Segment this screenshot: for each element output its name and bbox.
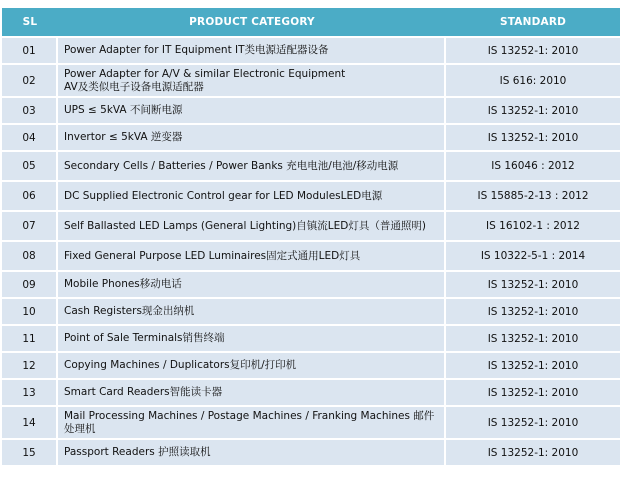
cell-sl: 03 — [2, 98, 58, 123]
cell-standard: IS 13252-1: 2010 — [446, 38, 620, 63]
cell-sl: 10 — [2, 299, 58, 324]
cell-standard: IS 13252-1: 2010 — [446, 299, 620, 324]
cell-standard: IS 13252-1: 2010 — [446, 380, 620, 405]
product-category-table-container — [2, 6, 620, 467]
cell-sl: 11 — [2, 326, 58, 351]
cell-sl: 05 — [2, 152, 58, 180]
table-row — [2, 353, 620, 378]
cell-category: Passport Readers 护照读取机 — [58, 440, 446, 465]
cell-category: Cash Registers现金出纳机 — [58, 299, 446, 324]
cell-standard: IS 10322-5-1 : 2014 — [446, 242, 620, 270]
cell-category: Copying Machines / Duplicators复印机/打印机 — [58, 353, 446, 378]
cell-sl: 01 — [2, 38, 58, 63]
table-row — [2, 299, 620, 324]
table-row — [2, 182, 620, 210]
cell-sl: 06 — [2, 182, 58, 210]
cell-category: Invertor ≤ 5kVA 逆变器 — [58, 125, 446, 150]
cell-sl: 14 — [2, 407, 58, 438]
table-row — [2, 242, 620, 270]
cell-standard: IS 13252-1: 2010 — [446, 272, 620, 297]
table-row — [2, 272, 620, 297]
table-row — [2, 38, 620, 63]
cell-category: Secondary Cells / Batteries / Power Banks 充电电池/电池/移动电源 — [58, 152, 446, 180]
cell-standard: IS 616: 2010 — [446, 65, 620, 96]
table-row — [2, 380, 620, 405]
cell-sl: 13 — [2, 380, 58, 405]
cell-category: Power Adapter for IT Equipment IT类电源适配器设备 — [58, 38, 446, 63]
header-product-category: PRODUCT CATEGORY — [58, 8, 446, 36]
table-row — [2, 326, 620, 351]
cell-category: Power Adapter for A/V & similar Electronic Equipment AV及类似电子设备电源适配器 — [58, 65, 446, 96]
cell-standard: IS 13252-1: 2010 — [446, 125, 620, 150]
table-row — [2, 152, 620, 180]
cell-category: Mobile Phones移动电话 — [58, 272, 446, 297]
product-category-table — [2, 6, 620, 467]
cell-sl: 15 — [2, 440, 58, 465]
table-row — [2, 65, 620, 96]
cell-sl: 12 — [2, 353, 58, 378]
cell-category: Mail Processing Machines / Postage Machines / Franking Machines 邮件处理机 — [58, 407, 446, 438]
cell-standard: IS 13252-1: 2010 — [446, 326, 620, 351]
cell-standard: IS 13252-1: 2010 — [446, 407, 620, 438]
header-row — [2, 8, 620, 36]
table-row — [2, 98, 620, 123]
cell-standard: IS 13252-1: 2010 — [446, 98, 620, 123]
cell-standard: IS 13252-1: 2010 — [446, 353, 620, 378]
cell-category: Point of Sale Terminals销售终端 — [58, 326, 446, 351]
cell-sl: 09 — [2, 272, 58, 297]
header-standard: STANDARD — [446, 8, 620, 36]
table-row — [2, 407, 620, 438]
cell-standard: IS 13252-1: 2010 — [446, 440, 620, 465]
table-row — [2, 440, 620, 465]
cell-sl: 07 — [2, 212, 58, 240]
cell-standard: IS 16046 : 2012 — [446, 152, 620, 180]
cell-sl: 08 — [2, 242, 58, 270]
header-sl: SL — [2, 8, 58, 36]
cell-category: UPS ≤ 5kVA 不间断电源 — [58, 98, 446, 123]
cell-category: Self Ballasted LED Lamps (General Lighting)自镇流LED灯具（普通照明) — [58, 212, 446, 240]
cell-sl: 02 — [2, 65, 58, 96]
table-row — [2, 212, 620, 240]
cell-category: Fixed General Purpose LED Luminaires固定式通用LED灯具 — [58, 242, 446, 270]
cell-standard: IS 16102-1 : 2012 — [446, 212, 620, 240]
cell-sl: 04 — [2, 125, 58, 150]
cell-category: DC Supplied Electronic Control gear for LED ModulesLED电源 — [58, 182, 446, 210]
table-row — [2, 125, 620, 150]
cell-category: Smart Card Readers智能读卡器 — [58, 380, 446, 405]
cell-standard: IS 15885-2-13 : 2012 — [446, 182, 620, 210]
